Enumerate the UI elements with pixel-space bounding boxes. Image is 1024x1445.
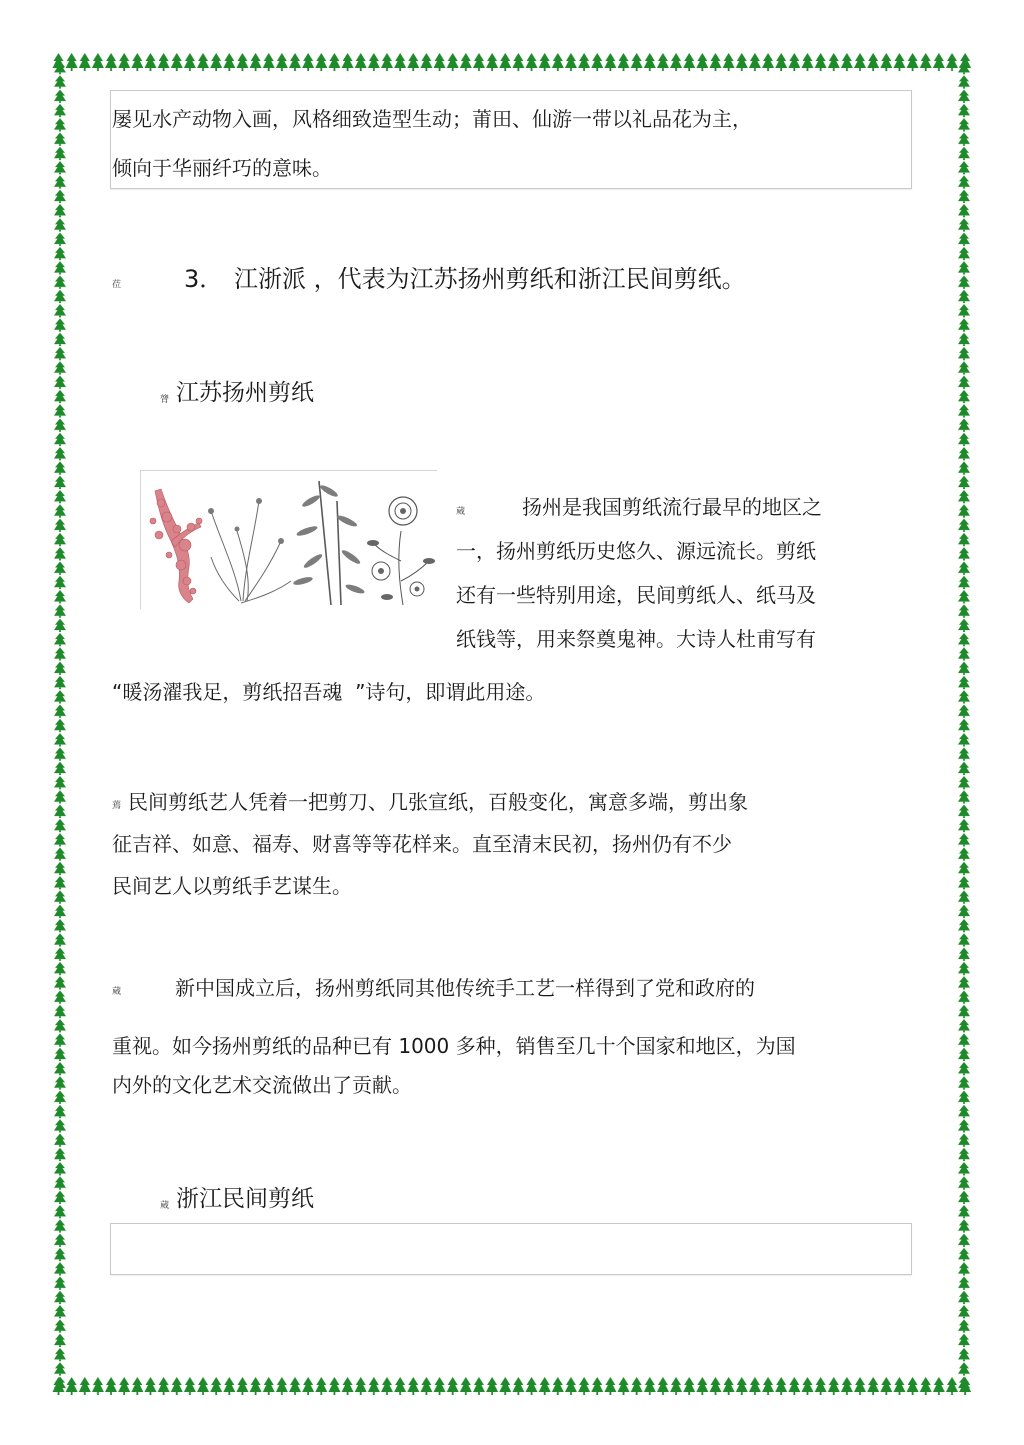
- border-bottom: [52, 1376, 972, 1396]
- para2-line-3: 民间艺人以剪纸手艺谋生。: [112, 874, 352, 898]
- paper-cut-illustration: [141, 471, 437, 609]
- top-box-line-2: 倾向于华丽纤巧的意味。: [112, 156, 332, 180]
- para3-line-1: 新中国成立后，扬州剪纸同其他传统手工艺一样得到了党和政府的: [175, 976, 755, 1000]
- para1-line-5: “暖汤濯我足，剪纸招吾魂 ”诗句，即谓此用途。: [112, 680, 546, 704]
- section3-title: 江浙派 ，代表为江苏扬州剪纸和浙江民间剪纸。: [234, 265, 746, 293]
- para3-line-2: 重视。如今扬州剪纸的品种已有 1000 多种，销售至几十个国家和地区，为国: [112, 1034, 796, 1058]
- border-top: [52, 52, 972, 72]
- section3-number: 3．: [184, 265, 224, 293]
- sub-zhejiang-mark: 蒇: [160, 1201, 170, 1211]
- bottom-empty-box: [110, 1223, 912, 1275]
- para3-mark: 蒇: [112, 987, 122, 997]
- para2-mark: 蔫: [112, 801, 122, 811]
- para1-line-3: 还有一些特别用途，民间剪纸人、纸马及: [456, 583, 816, 607]
- border-right: [954, 60, 974, 1390]
- para1-mark: 蒇: [456, 507, 466, 517]
- paper-cut-figure: [140, 470, 437, 609]
- para1-line-2: 一，扬州剪纸历史悠久、源远流长。剪纸: [456, 539, 816, 563]
- sub-jiangsu-mark: 膂: [160, 395, 170, 405]
- section3-mark: 莅: [112, 280, 122, 290]
- para3-line-3: 内外的文化艺术交流做出了贡献。: [112, 1073, 412, 1097]
- border-left: [50, 60, 70, 1390]
- para1-line-4: 纸钱等，用来祭奠鬼神。大诗人杜甫写有: [456, 627, 816, 651]
- top-box-line-1: 屡见水产动物入画，风格细致造型生动；莆田、仙游一带以礼品花为主，: [112, 107, 752, 131]
- para2-line-2: 征吉祥、如意、福寿、财喜等等花样来。直至清末民初，扬州仍有不少: [112, 832, 732, 856]
- sub-jiangsu-title: 江苏扬州剪纸: [176, 380, 314, 406]
- para2-line-1: 民间剪纸艺人凭着一把剪刀、几张宣纸，百般变化，寓意多端，剪出象: [128, 790, 748, 814]
- sub-zhejiang-title: 浙江民间剪纸: [176, 1186, 314, 1212]
- para1-line-1: 扬州是我国剪纸流行最早的地区之: [522, 495, 822, 519]
